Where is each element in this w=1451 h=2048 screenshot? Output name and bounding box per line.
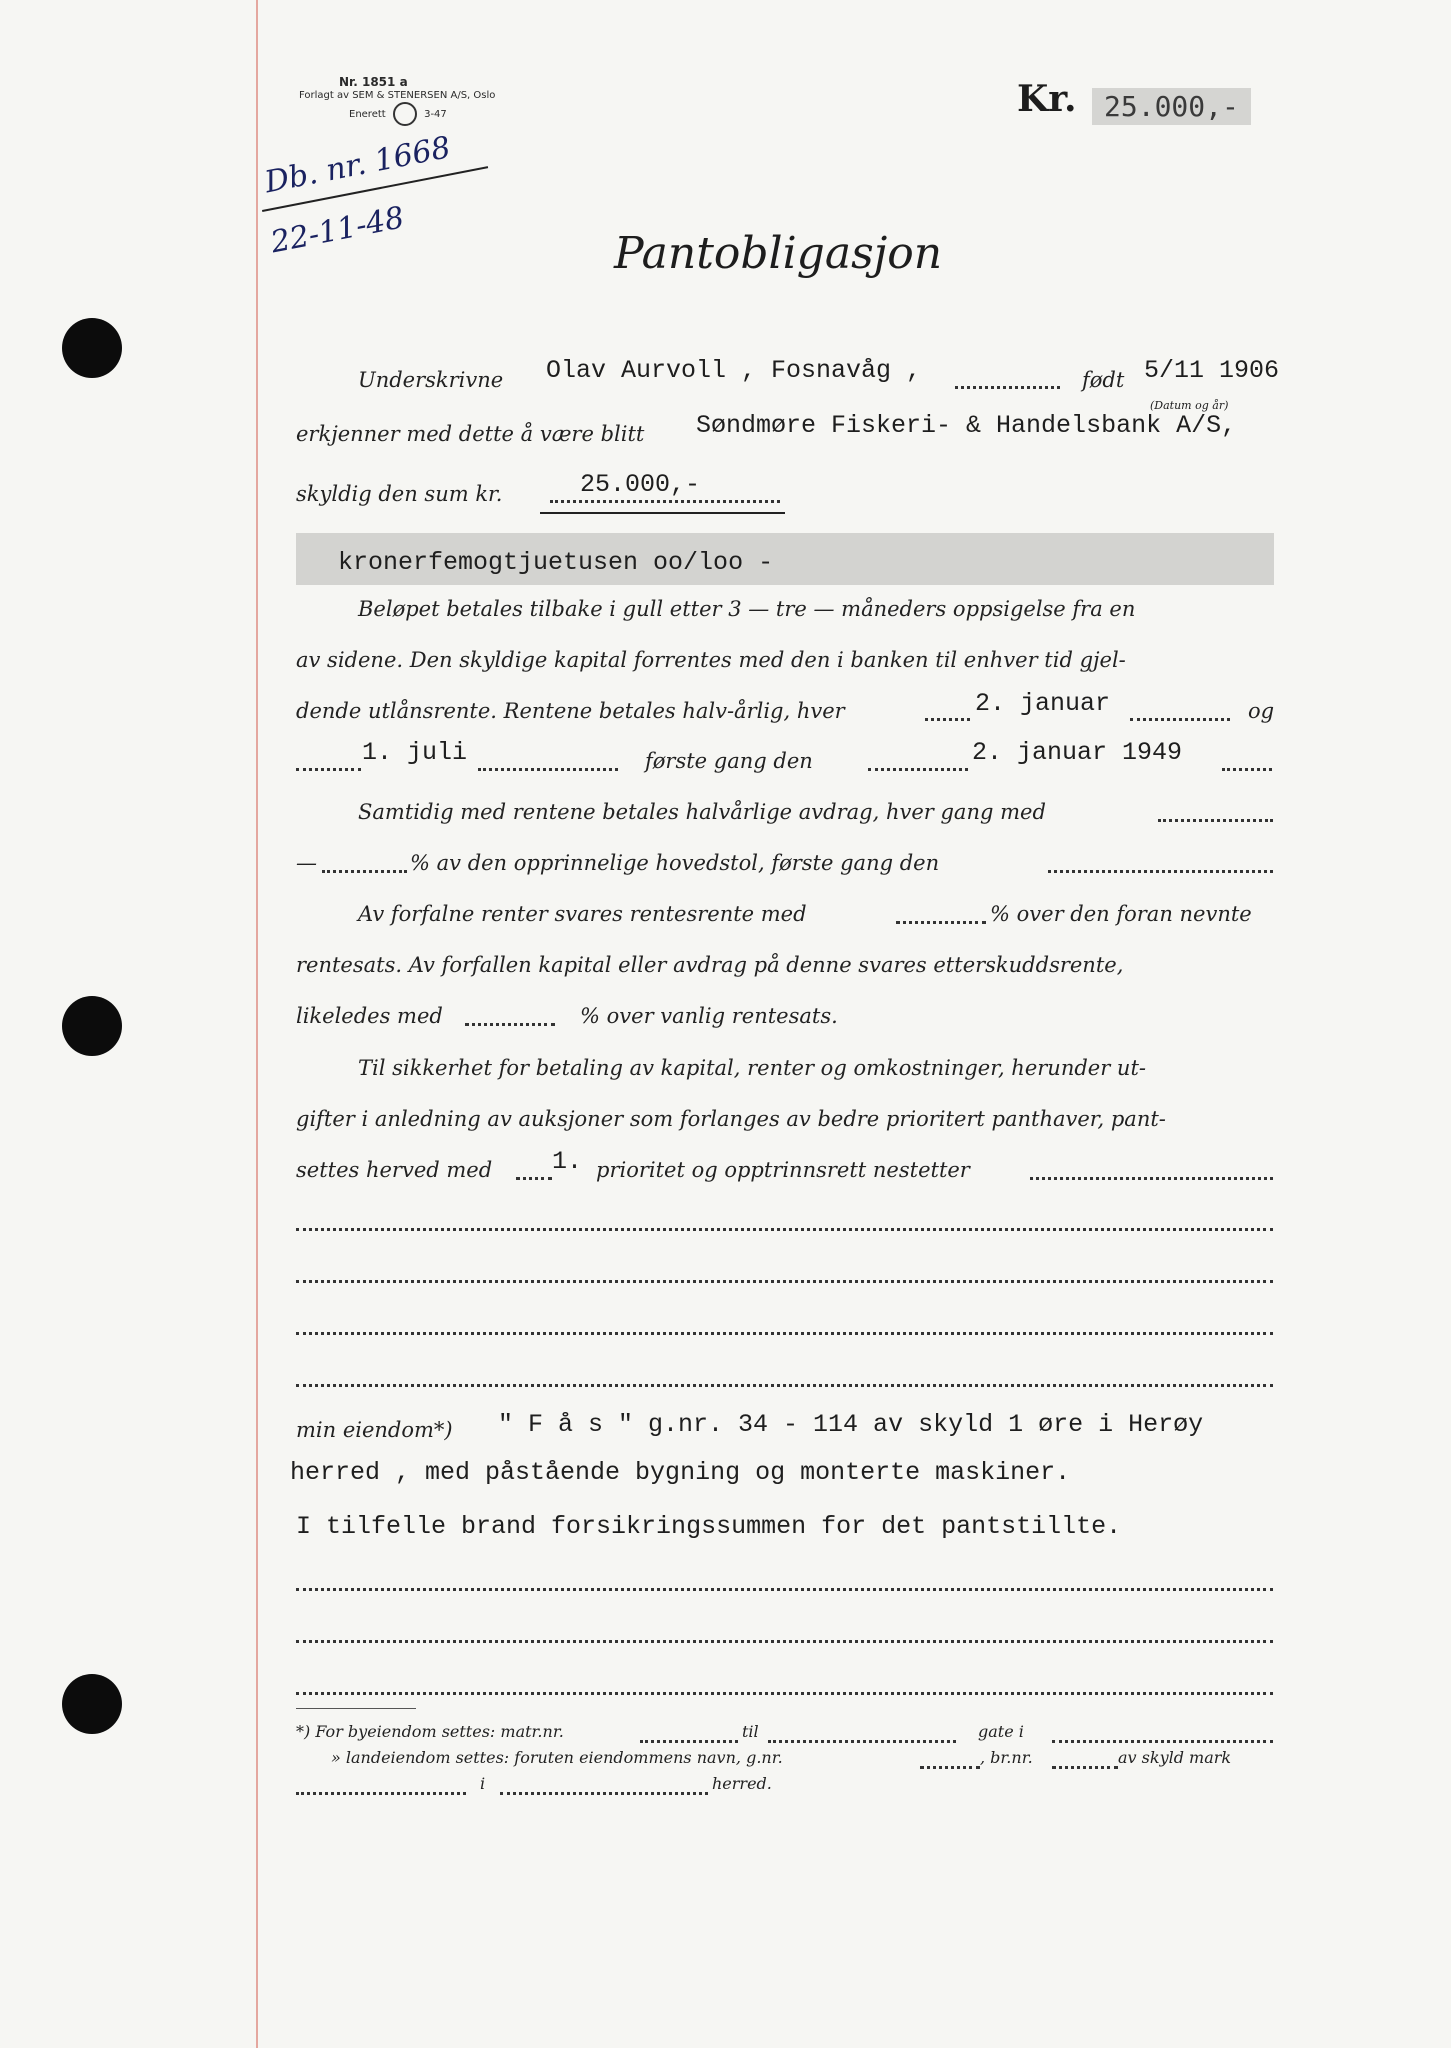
dotted-fill: [1030, 1175, 1273, 1180]
amount-in-words: kronerfemogtjuetusen oo/loo -: [338, 548, 774, 577]
interest-date-2: 1. juli: [362, 738, 468, 767]
publisher-date-code: 3-47: [424, 109, 447, 120]
body-line: % over den foran nevnte: [990, 902, 1252, 926]
dotted-fill: [1158, 817, 1273, 822]
datum-hint: (Datum og år): [1150, 399, 1229, 412]
publisher-enerett: Enerett: [349, 109, 386, 120]
fodt-label: født: [1082, 368, 1125, 392]
dotted-fill: [1048, 868, 1273, 873]
body-line: Til sikkerhet for betaling av kapital, renter og omkostninger, herunder ut-: [358, 1056, 1146, 1080]
birth-date: 5/11 1906: [1144, 356, 1280, 385]
footnote-i: i: [480, 1774, 486, 1793]
handwritten-date: 22-11-48: [268, 200, 407, 261]
punch-hole-bottom: [62, 1674, 122, 1734]
dotted-fill: [640, 1738, 738, 1743]
red-margin-line: [256, 0, 258, 2048]
body-line: settes herved med: [296, 1158, 493, 1182]
amount-label: Kr.: [1017, 78, 1077, 120]
dotted-fill: [550, 498, 780, 503]
sum-value: 25.000,-: [580, 470, 701, 499]
body-line: prioritet og opptrinnsrett nestetter: [596, 1158, 970, 1182]
document-title: Pantobligasjon: [614, 228, 943, 279]
erkjenner-label: erkjenner med dette å være blitt: [296, 422, 645, 446]
punch-hole-middle: [62, 996, 122, 1056]
first-interest-date: 2. januar 1949: [972, 738, 1183, 767]
dotted-fill: [925, 716, 970, 721]
body-line: likeledes med: [296, 1004, 443, 1028]
dotted-fill: [296, 1586, 1273, 1591]
dotted-fill: [1222, 766, 1272, 771]
dotted-fill: [768, 1738, 956, 1743]
footnote-brnr: , br.nr.: [980, 1748, 1033, 1767]
dotted-fill: [516, 1175, 552, 1180]
dotted-fill: [478, 766, 618, 771]
og-label: og: [1248, 699, 1275, 723]
publisher-block: [299, 76, 495, 126]
dotted-fill: [465, 1021, 555, 1026]
dotted-fill: [955, 384, 1060, 389]
dotted-fill: [296, 1226, 1273, 1231]
footnote-til: til: [742, 1722, 759, 1741]
footnote-line: *) For byeiendom settes: matr.nr.: [296, 1722, 564, 1741]
footnote-skyld: av skyld mark: [1118, 1748, 1232, 1767]
body-line: Beløpet betales tilbake i gull etter 3 — tre — måneders oppsigelse fra en: [358, 597, 1136, 621]
body-line: rentesats. Av forfallen kapital eller avdrag på denne svares etterskuddsrente,: [296, 953, 1124, 977]
footnote-line: » landeiendom settes: foruten eiendommens navn, g.nr.: [331, 1748, 783, 1767]
publisher-logo-icon: [393, 102, 417, 126]
body-line: % av den opprinnelige hovedstol, første gang den: [410, 851, 940, 875]
dotted-fill: [296, 1278, 1273, 1283]
forste-gang-label: første gang den: [645, 749, 813, 773]
dotted-fill: [296, 766, 361, 771]
min-eiendom-label: min eiendom*): [296, 1418, 453, 1442]
dotted-fill: [296, 1330, 1273, 1335]
body-line: gifter i anledning av auksjoner som forlanges av bedre prioritert panthaver, pant-: [296, 1107, 1166, 1131]
footnote-herred: herred.: [712, 1774, 772, 1793]
form-number: Nr. 1851 a: [339, 75, 408, 89]
property-line-3: I tilfelle brand forsikringssummen for det pantstillte.: [296, 1512, 1122, 1541]
dotted-fill: [500, 1790, 708, 1795]
skyldig-label: skyldig den sum kr.: [296, 482, 503, 506]
body-dash: —: [296, 851, 317, 875]
handwritten-reg-number: Db. nr. 1668: [262, 130, 454, 201]
dotted-fill: [920, 1764, 980, 1769]
dotted-fill: [296, 1790, 466, 1795]
dotted-fill: [296, 1382, 1273, 1387]
amount-value: 25.000,-: [1092, 88, 1251, 125]
dotted-fill: [868, 766, 968, 771]
dotted-fill: [1052, 1738, 1273, 1743]
priority-number: 1.: [552, 1147, 583, 1176]
dotted-fill: [296, 1690, 1273, 1695]
property-line-2: herred , med påstående bygning og monterte maskiner.: [290, 1458, 1071, 1487]
property-line-1: " F å s " g.nr. 34 - 114 av skyld 1 øre i Herøy: [498, 1410, 1204, 1439]
publisher-line: Forlagt av SEM & STENERSEN A/S, Oslo: [299, 90, 496, 101]
interest-date-1: 2. januar: [975, 689, 1111, 718]
dotted-fill: [1130, 716, 1230, 721]
body-line: % over vanlig rentesats.: [580, 1004, 838, 1028]
body-line: Av forfalne renter svares rentesrente med: [358, 902, 807, 926]
punch-hole-top: [62, 318, 122, 378]
underskrivne-label: Underskrivne: [358, 368, 504, 392]
dotted-fill: [1052, 1764, 1118, 1769]
footnote-rule: [296, 1708, 416, 1709]
sum-underline: [540, 512, 785, 514]
dotted-fill: [322, 868, 407, 873]
dotted-fill: [896, 919, 986, 924]
dotted-fill: [296, 1638, 1273, 1643]
body-line: dende utlånsrente. Rentene betales halv-årlig, hver: [296, 699, 845, 723]
body-line: av sidene. Den skyldige kapital forrentes med den i banken til enhver tid gjel-: [296, 648, 1126, 672]
footnote-gate: gate i: [978, 1722, 1024, 1741]
debtor-name: Olav Aurvoll , Fosnavåg ,: [546, 356, 922, 385]
body-line: Samtidig med rentene betales halvårlige avdrag, hver gang med: [358, 800, 1046, 824]
creditor-name: Søndmøre Fiskeri- & Handelsbank A/S,: [696, 411, 1237, 440]
